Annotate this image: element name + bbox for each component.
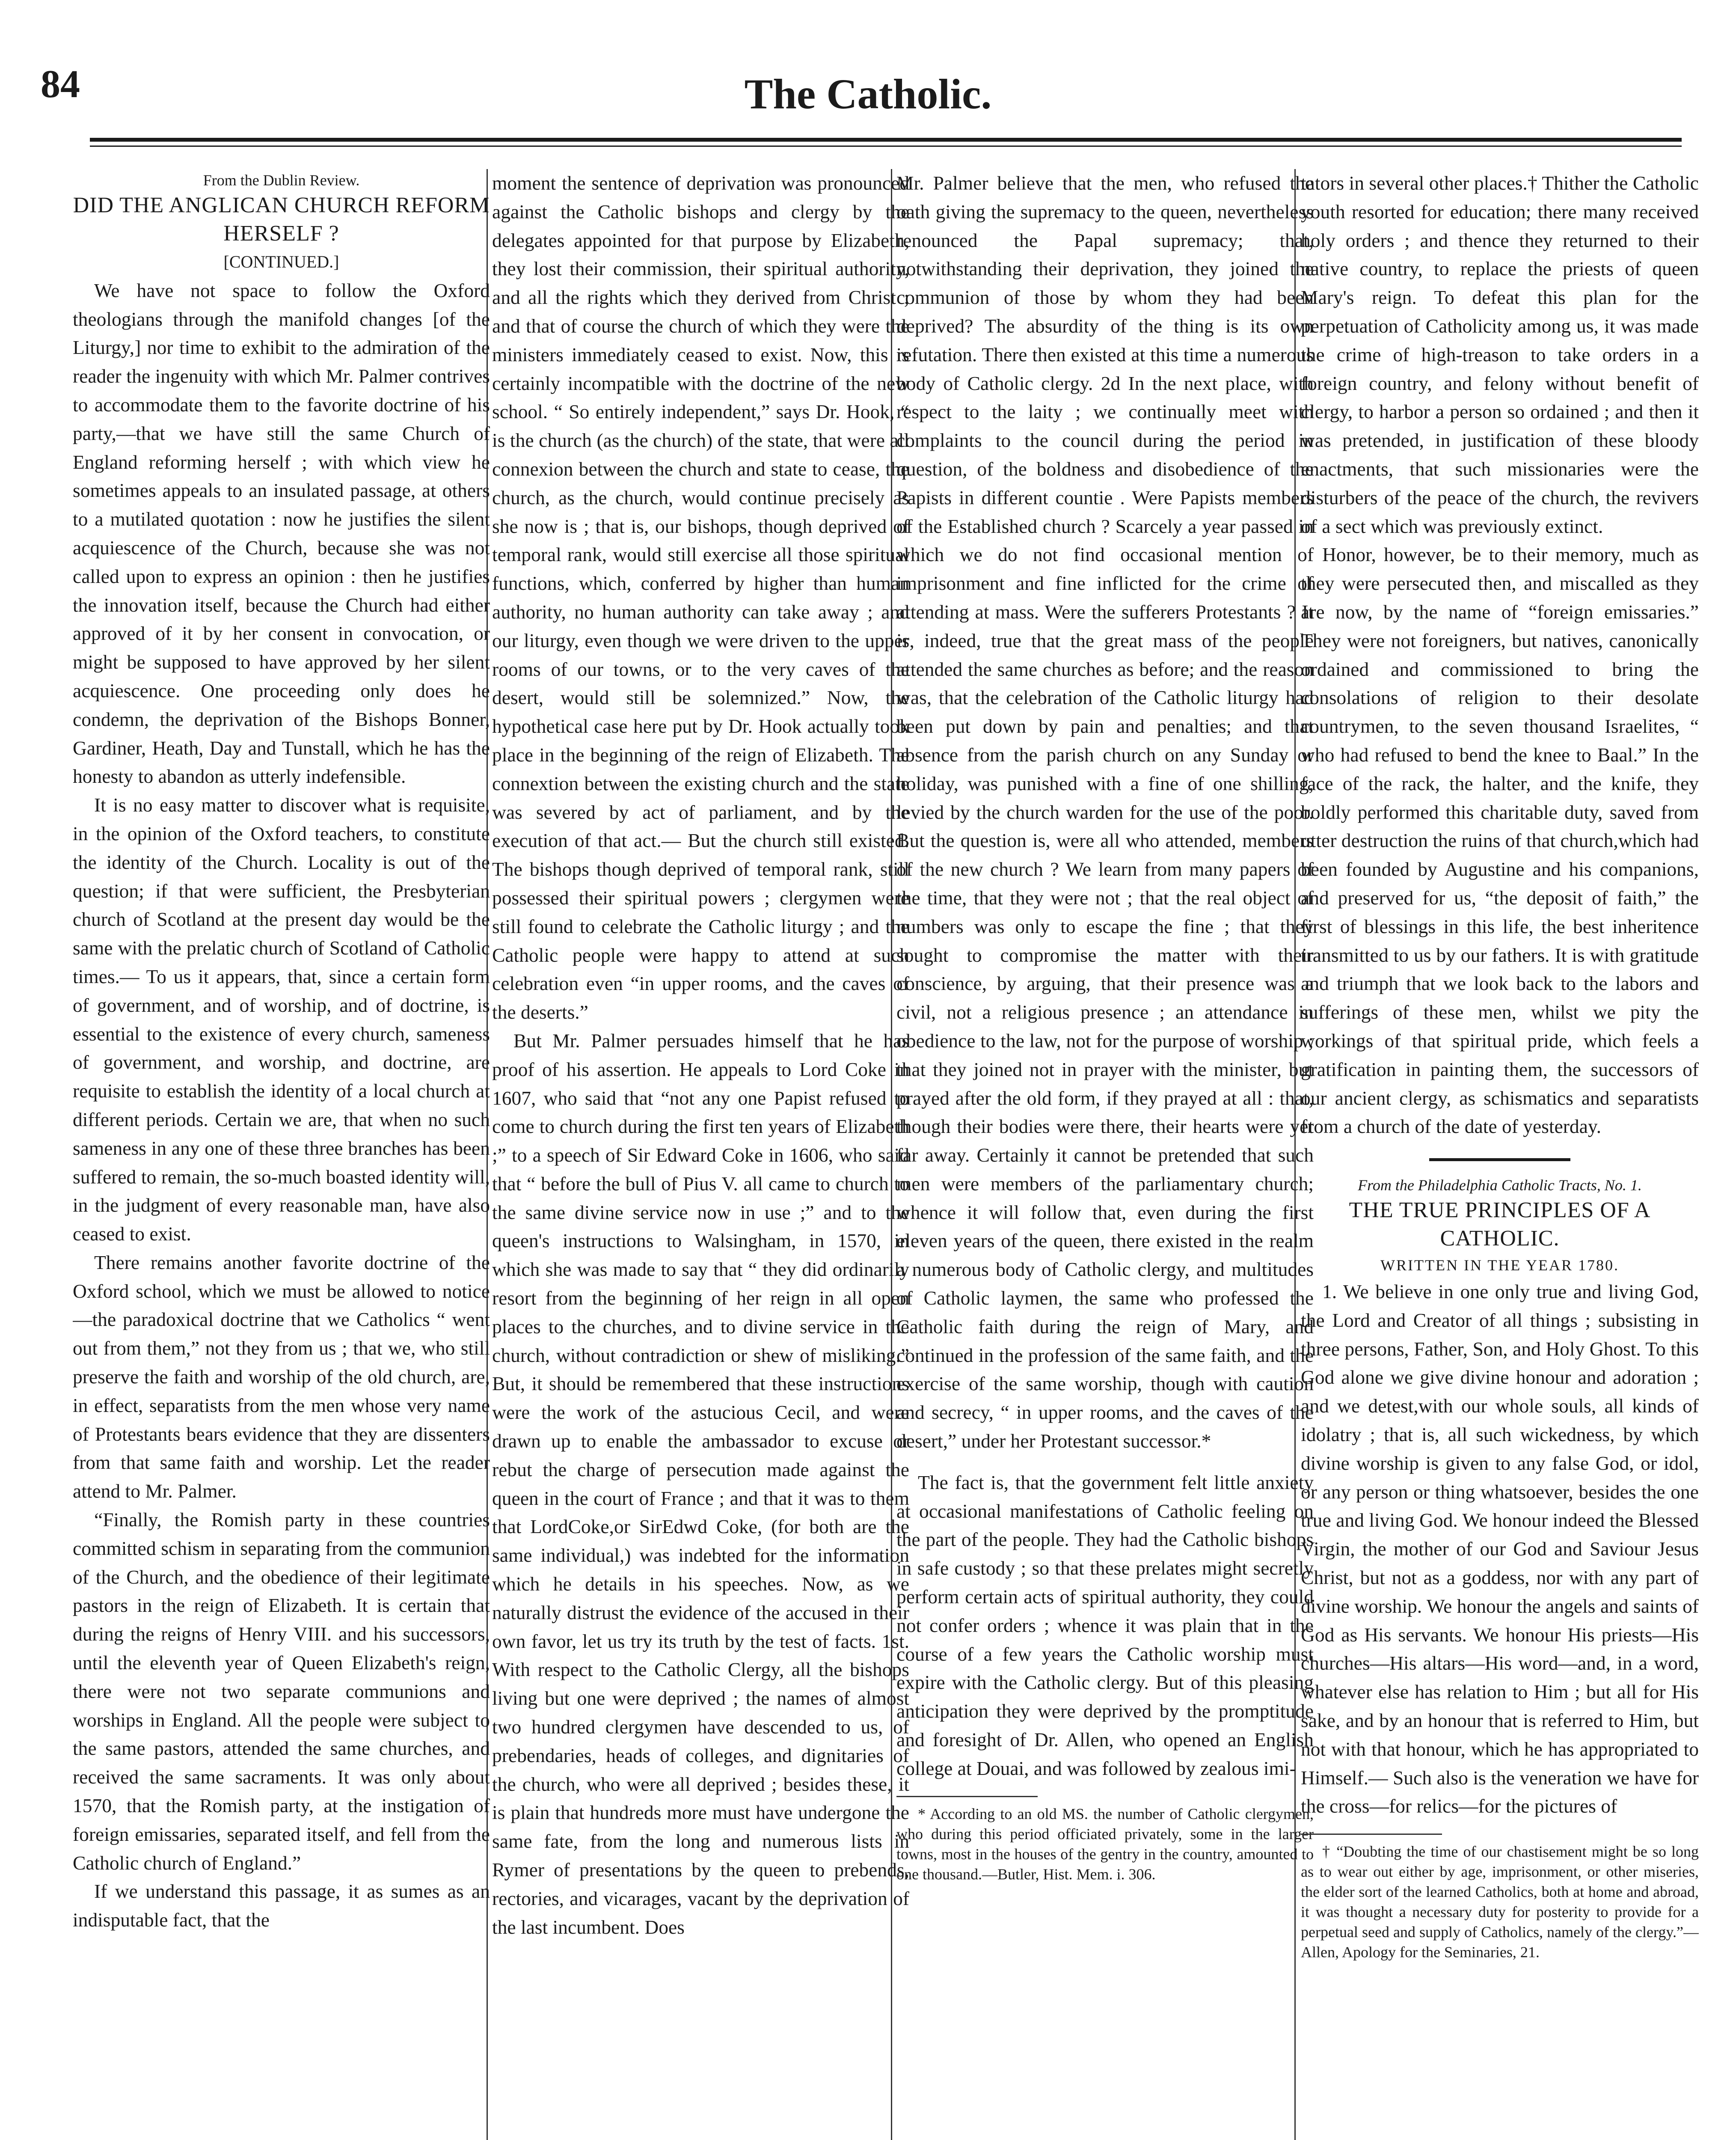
footnote-rule: [1301, 1834, 1442, 1835]
footnote-rule: [896, 1796, 1038, 1797]
paragraph: “Finally, the Romish party in these countries committed schism in separating from the communion of the Church, and the obedience of their legitimate pastors in the reign of Elizabeth. It is certain that during the reigns of Henry VIII. and his successors, until the eleventh year of Queen Elizabeth's reign, there were not two separate communions and worships in England. All the people were subject to the same pastors, attended the same churches, and received the same sacraments. It was only about 1570, that the Romish party, at the instigation of foreign emissaries, separated itself, and fell from the Catholic church of England.”: [73, 1509, 490, 1874]
paragraph: It is no easy matter to discover what is requisite, in the opinion of the Oxford teachers, to constitute the identity of the Church. Locality is out of the question; if that were sufficient, the Presbyterian church of Scotland at the present day would be the same with the prelatic church of Scotland of Catholic times.— To us it appears, that, since a certain form of government, and of worship, and of doctrine, is essential to the existence of every church, sameness of government, and worship, and doctrine, are requisite to establish the identity of a local church at different periods. Certain we are, that when no such sameness in any one of these three branches has been suffered to remain, the so-much boasted identity will, in the judgment of every reasonable man, have also ceased to exist.: [73, 794, 490, 1245]
section-divider: [1429, 1158, 1570, 1161]
column-2: [492, 169, 909, 2140]
paragraph: Mr. Palmer believe that the men, who refused the oath giving the supremacy to the queen, nevertheless renounced the Papal supremacy; that, notwithstanding their deprivation, they joined the communion of those by whom they had been deprived? The absurdity of the thing is its own refutation. There then existed at this time a numerous body of Catholic clergy. 2d In the next place, with respect to the laity ; we continually meet with complaints to the council during the period in question, of the boldness and disobedience of the Papists in different countie . Were Papists members of the Established church ? Scarcely a year passed in which we do not find occasional mention of imprisonment and fine inflicted for the crime of attending at mass. Were the sufferers Protestants ? It is, indeed, true that the great mass of the people attended the same churches as before; and the reason was, that the celebration of the Catholic liturgy had been put down by pain and penalties; and that absence from the parish church on any Sunday or holiday, was punished with a fine of one shilling, levied by the church warden for the use of the poor. But the question is, were all who attended, members of the new church ? We learn from many papers of the time, that they were not ; that the real object of numbers was only to escape the fine ; that they sought to compromise the matter with their conscience, by arguing, that their presence was a civil, not a religious presence ; an attendance in obedience to the law, not for the purpose of worship ; that they joined not in prayer with the minister, but prayed after the old form, if they prayed at all : that, though their bodies were there, their hearts were yet far away. Certainly it cannot be pretended that such men were members of the parliamentary church; whence it will follow that, even during the first eleven years of the queen, there existed in the realm a numerous body of Catholic clergy, and multitudes of Catholic laymen, the same who professed the Catholic faith during the reign of Mary, and continued in the profession of the same faith, and the exercise of the same worship, though with caution and secrecy, “ in upper rooms, and the caves of the desert,” under her Protestant successor.*: [896, 172, 1314, 1452]
paragraph: tators in several other places.† Thither the Catholic youth resorted for education; there many received holy orders ; and thence they returned to their native country, to replace the priests of queen Mary's reign. To defeat this plan for the perpetuation of Catholicity among us, it was made the crime of high-treason to take orders in a foreign country, and felony without benefit of clergy, to harbor a person so ordained ; and then it was pretended, in justification of these bloody enactments, that such missionaries were the disturbers of the peace of the church, the revivers of a sect which was previously extinct.: [1301, 172, 1699, 537]
paragraph: We have not space to follow the Oxford theologians through the manifold changes [of the Liturgy,] nor time to exhibit to the admiration of the reader the ingenuity with which Mr. Palmer contrives to accommodate them to the favorite doctrine of his party,—that we have still the same Church of England reforming herself ; with which view he sometimes appeals to an insulated passage, at others to a mutilated quotation : now he justifies the silent acquiescence of the Church, because she was not called upon to express an opinion : then he justifies the innovation itself, because the Church had either approved of it by her consent in convocation, or might be supposed to have approved by her silent acquiescence. One proceeding only does he condemn, the deprivation of the Bishops Bonner, Gardiner, Heath, Day and Tunstall, which he has the honesty to abandon as utterly indefensible.: [73, 279, 490, 788]
masthead-rule-thick: [90, 138, 1682, 142]
masthead: The Catholic.: [744, 70, 992, 118]
article-title: THE TRUE PRINCIPLES OF A CATHOLIC.: [1349, 1198, 1651, 1251]
article-source: From the Dublin Review.: [203, 172, 360, 189]
paragraph: There remains another favorite doctrine of the Oxford school, which we must be allowed to notice—the paradoxical doctrine that we Catholics “ went out from them,” not they from us ; that we, who still preserve the faith and worship of the old church, are, in effect, separatists from the men whose very name of Protestants bears evidence that they are dissenters from that same faith and worship. Let the reader attend to Mr. Palmer.: [73, 1251, 490, 1502]
paragraph: The fact is, that the government felt little anxiety at occasional manifestations of Catholic feeling on the part of the people. They had the Catholic bishops in safe custody ; so that these prelates might secretly perform certain acts of spiritual authority, they could not confer orders ; whence it was plain that in the course of a few years the Catholic worship must expire with the Catholic clergy. But of this pleasing anticipation they were deprived by the promptitude and foresight of Dr. Allen, who opened an English college at Douai, and was followed by zealous imi-: [896, 1471, 1314, 1779]
column-4: [1301, 169, 1699, 2140]
paragraph: But Mr. Palmer persuades himself that he has proof of his assertion. He appeals to Lord Coke in 1607, who said that “not any one Papist refused to come to church during the first ten years of Elizabeth ;” to a speech of Sir Edward Coke in 1606, who said that “ before the bull of Pius V. all came to church to the same divine service now in use ;” and to the queen's instructions to Walsingham, in 1570, in which she was made to say that “ they did ordinarily resort from the beginning of her reign in all open places to the churches, and to divine service in the church, without contradiction or shew of misliking.” But, it should be remembered that these instructions were the work of the astucious Cecil, and were drawn up to enable the ambassador to excuse or rebut the charge of persecution made against the queen in the court of France ; and that it was to them that LordCoke,or SirEdwd Coke, (for both are the same individual,) was indebted for the information which he details in his speeches. Now, as we naturally distrust the evidence of the accused in their own favor, let us try its truth by the test of facts. 1st. With respect to the Catholic Clergy, all the bishops living but one were deprived ; the names of almost two hundred clergymen have descended to us, of prebendaries, heads of colleges, and dignitaries of the church, who were all deprived ; besides these, it is plain that hundreds more must have undergone the same fate, from the long and numerous lists in Rymer of presentations by the queen to prebends, rectories, and vicarages, vacant by the deprivation of the last incumbent. Does: [492, 1029, 909, 1938]
column-3: [896, 169, 1314, 2140]
article-source: From the Philadelphia Catholic Tracts, No. 1.: [1358, 1177, 1642, 1194]
paragraph: Honor, however, be to their memory, much as they were persecuted then, and miscalled as they are now, by the name of “foreign emissaries.” They were not foreigners, but natives, canonically ordained and commissioned to bring the consolations of religion to their desolate countrymen, to the seven thousand Israelites, “ who had refused to bend the knee to Baal.” In the face of the rack, the halter, and the knife, they boldly performed this charitable duty, saved from utter destruction the ruins of that church,which had been founded by Augustine and his companions, and preserved for us, “the deposit of faith,” the first of blessings in this life, the best inheritence transmitted to us by our fathers. It is with gratitude and triumph that we look back to the labors and sufferings of these men, whilst we pity the workings of that spiritual pride, which feels a gratification in painting them, the successors of our ancient clergy, as schismatics and separatists from a church of the date of yesterday.: [1301, 544, 1699, 1138]
paragraph: 1. We believe in one only true and living God, the Lord and Creator of all things ; subsisting in three persons, Father, Son, and Holy Ghost. To this God alone we give divine honour and adoration ; and we detest,with our whole souls, all kinds of idolatry ; that is, all such wickedness, by which divine worship is given to any false God, or idol, or any person or thing whatsoever, besides the one true and living God. We honour indeed the Blessed Virgin, the mother of our God and Saviour Jesus Christ, but not as a goddess, nor with any part of divine worship. We honour the angels and saints of God as His servants. We honour His priests—His churches—His altars—His word—and, in a word, whatever else has relation to Him ; but all for His sake, and by an honour that is referred to Him, but not with that honour, which he has appropriated to Himself.— Such also is the veneration we have for the cross—for relics—for the pictures of: [1301, 1281, 1699, 1817]
continued-label: [CONTINUED.]: [223, 252, 339, 271]
paragraph: moment the sentence of deprivation was pronounced against the Catholic bishops and clergy by the delegates appointed for that purpose by Elizabeth, they lost their commission, their spiritual authority, and all the rights which they derived from Christ ; and that of course the church of which they were the ministers immediately ceased to exist. Now, this is certainly incompatible with the doctrine of the new school. “ So entirely independent,” says Dr. Hook, “ is the church (as the church) of the state, that were all connexion between the church and state to cease, the church, as the church, would continue precisely as she now is ; that is, our bishops, though deprived of temporal rank, would still exercise all those spiritual functions, which, conferred by higher than human authority, no human authority can take away ; and our liturgy, even though we were driven to the upper rooms of our towns, or to the very caves of the desert, would still be solemnized.” Now, the hypothetical case here put by Dr. Hook actually took place in the beginning of the reign of Elizabeth. The connextion between the existing church and the state was severed by act of parliament, and by the execution of that act.— But the church still existed. The bishops though deprived of temporal rank, still possessed their spiritual powers ; clergymen were still found to celebrate the Catholic liturgy ; and the Catholic people were happy to attend at such celebration even “in upper rooms, and the caves of the deserts.”: [492, 172, 909, 1023]
column-1: [73, 169, 490, 2140]
footnote: * According to an old MS. the number of Catholic clergymen, who during this period officiated privately, some in the larger towns, most in the houses of the gentry in the country, amounted to one thousand.—Butler, Hist. Mem. i. 306.: [896, 1805, 1314, 1883]
paragraph: If we understand this passage, it as sumes as an indisputable fact, that the: [73, 1880, 490, 1931]
page-number: 84: [41, 62, 80, 106]
masthead-rule-thin: [90, 146, 1682, 147]
article-subtitle: WRITTEN IN THE YEAR 1780.: [1380, 1257, 1619, 1274]
article-title: DID THE ANGLICAN CHURCH REFORM HERSELF ?: [73, 193, 490, 246]
footnote: † “Doubting the time of our chastisement might be so long as to wear out either by age, imprisonment, or other miseries, the elder sort of the learned Catholics, both at home and abroad, it was thought a necessary duty for posterity to provide for a perpetual seed and supply of Catholics, namely of the clergy.”—Allen, Apology for the Seminaries, 21.: [1301, 1843, 1699, 1961]
